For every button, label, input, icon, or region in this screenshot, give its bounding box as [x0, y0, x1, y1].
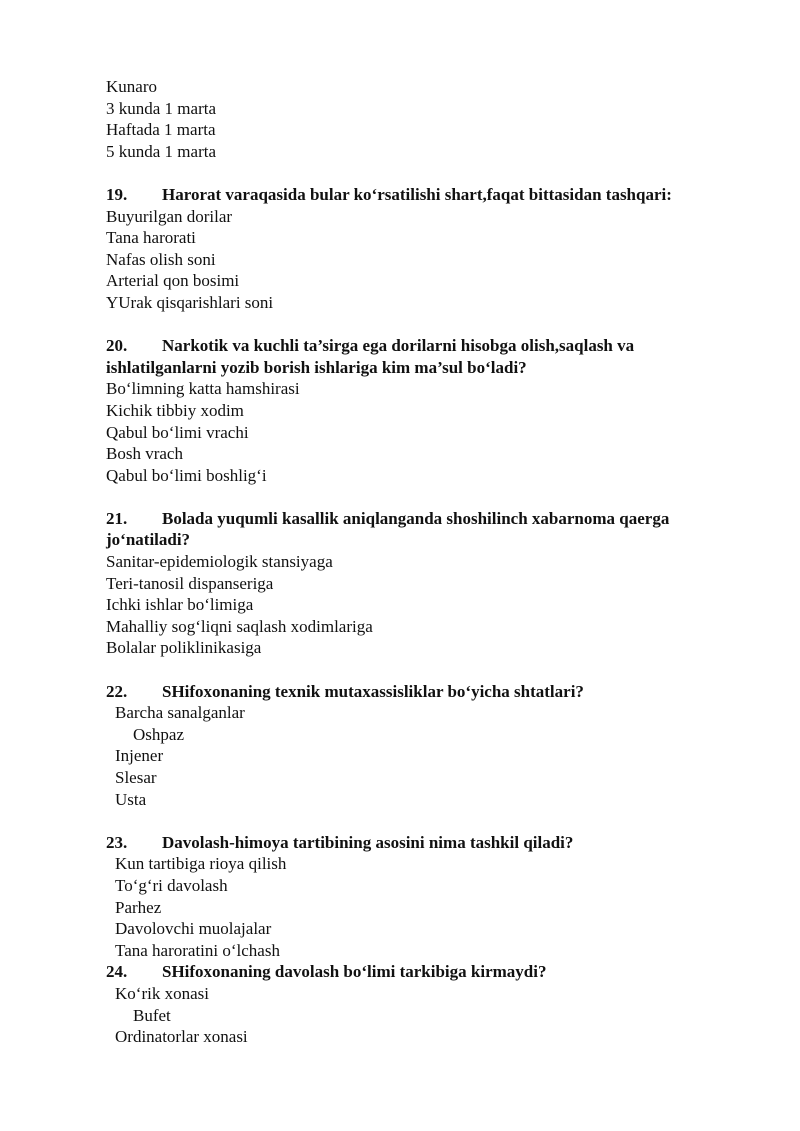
- answer-option: 5 kunda 1 marta: [106, 141, 216, 161]
- answer-option: Qabul bo‘limi vrachi: [106, 422, 249, 442]
- answer-option: Buyurilgan dorilar: [106, 206, 233, 226]
- answer-option: Tana haroratini o‘lchash: [115, 940, 280, 960]
- question-text-continuation: jo‘natiladi?: [106, 530, 191, 550]
- answer-option: Barcha sanalganlar: [115, 703, 245, 723]
- question-heading: [106, 832, 746, 854]
- answer-option: Oshpaz: [133, 724, 184, 744]
- question-heading: [106, 681, 746, 703]
- answer-option: Davolovchi muolajalar: [115, 919, 272, 939]
- question-text: SHifoxonaning texnik mutaxassisliklar bo‘yicha shtatlari?: [162, 681, 584, 701]
- answer-option: Injener: [115, 746, 164, 766]
- question-21: [106, 508, 746, 659]
- question-number: 22.: [106, 681, 128, 701]
- question-text: Narkotik va kuchli ta’sirga ega dorilarni hisobga olish,saqlash va: [162, 336, 635, 356]
- answer-option: Kun tartibiga rioya qilish: [115, 854, 287, 874]
- answer-option: Ko‘rik xonasi: [115, 983, 209, 1003]
- answer-option: Haftada 1 marta: [106, 120, 216, 140]
- answer-option: Arterial qon bosimi: [106, 271, 240, 291]
- question-heading: [106, 335, 746, 357]
- question-number: 20.: [106, 336, 128, 356]
- question-20: [106, 335, 746, 486]
- answer-option: Sanitar-epidemiologik stansiyaga: [106, 552, 333, 572]
- answer-option: Parhez: [115, 897, 162, 917]
- question-number: 24.: [106, 962, 128, 982]
- question-number: 19.: [106, 184, 128, 204]
- question-number: 23.: [106, 832, 128, 852]
- answer-option: YUrak qisqarishlari soni: [106, 292, 274, 312]
- answer-option: Slesar: [115, 768, 157, 787]
- question-text: Bolada yuqumli kasallik aniqlanganda shoshilinch xabarnoma qaerga: [162, 508, 670, 528]
- answer-option: Teri-tanosil dispanseriga: [106, 573, 274, 593]
- question-text: SHifoxonaning davolash bo‘limi tarkibiga kirmaydi?: [162, 962, 547, 982]
- answer-option: Tana harorati: [106, 228, 196, 248]
- question-heading: [106, 508, 746, 530]
- answer-option: Bosh vrach: [106, 444, 183, 464]
- document-page: [106, 76, 746, 1069]
- question-text: Harorat varaqasida bular ko‘rsatilishi shart,faqat bittasidan tashqari:: [162, 184, 672, 204]
- question-text-continuation: ishlatilganlarni yozib borish ishlariga kim ma’sul bo‘ladi?: [106, 357, 527, 377]
- answer-option: Ichki ishlar bo‘limiga: [106, 595, 254, 615]
- answer-option: Bo‘limning katta hamshirasi: [106, 379, 300, 399]
- question-24: [106, 961, 746, 1047]
- question-number: 21.: [106, 508, 128, 528]
- intro-answer-list: [106, 76, 746, 162]
- question-22: [106, 681, 746, 811]
- question-text: Davolash-himoya tartibining asosini nima tashkil qiladi?: [162, 832, 574, 852]
- answer-option: Nafas olish soni: [106, 249, 216, 269]
- answer-option: Bufet: [133, 1005, 171, 1025]
- question-19: [106, 184, 746, 314]
- answer-option: Kichik tibbiy xodim: [106, 400, 244, 420]
- answer-option: Mahalliy sog‘liqni saqlash xodimlariga: [106, 616, 373, 636]
- question-heading: [106, 184, 746, 206]
- answer-option: To‘g‘ri davolash: [115, 875, 228, 895]
- answer-option: Bolalar poliklinikasiga: [106, 638, 262, 658]
- answer-option: Ordinatorlar xonasi: [115, 1027, 248, 1047]
- answer-option: Kunaro: [106, 77, 157, 96]
- answer-option: 3 kunda 1 marta: [106, 98, 216, 118]
- question-23: [106, 832, 746, 962]
- answer-option: Usta: [115, 789, 147, 809]
- answer-option: Qabul bo‘limi boshlig‘i: [106, 465, 267, 485]
- question-heading: [106, 961, 746, 983]
